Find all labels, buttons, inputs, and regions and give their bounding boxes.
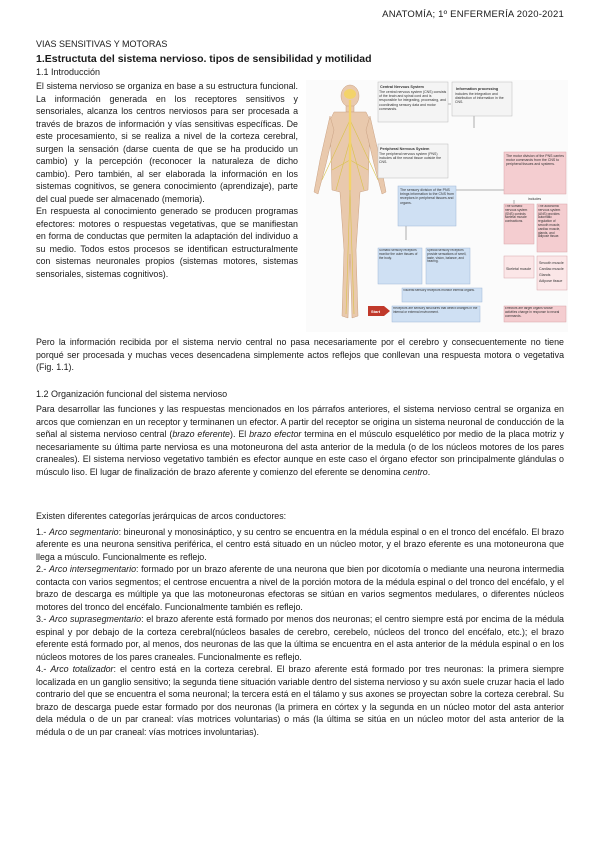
org-term-afferent: brazo eferente <box>172 429 230 439</box>
start-label: Start <box>371 309 381 314</box>
somatic-ns-text: The somatic nervous system (SNS) controls skeletal muscle contractions. <box>505 205 528 224</box>
page-header: ANATOMÍA; 1º ENFERMERÍA 2020-2021 <box>382 9 564 20</box>
main-title: 1.Estructuta del sistema nervioso. tipos de sensibilidad y motilidad <box>36 53 372 65</box>
arc-item <box>36 563 564 613</box>
pns-text: The peripheral nervous system (PNS) includes all the neural tissue outside the CNS. <box>379 152 442 165</box>
heading-1-2: 1.2 Organización funcional del sistema nervioso <box>36 389 228 399</box>
org-text-b: ). El <box>230 429 250 439</box>
nervous-system-figure <box>306 80 568 332</box>
arc-term: Arco suprasegmentario <box>49 614 142 624</box>
somatic-receptors-text: Somatic sensory receptors monitor the outer tissues of the body. <box>379 249 418 260</box>
org-text-c: termina en el músculo esquelético por medio de la placa motriz y necesariamente su última parte nerviosa es una motoneurona del asta anterior de la medula (o de los núcleos motores de los pares craneales). El sistema nervioso vegetativo también es efector aunque en este caso el órgano efector son principalmente glándulas o músculo liso. El lugar de finalización de brazo aferente y comienzo del eferente se denomina <box>36 429 564 477</box>
arc-number: 3.- <box>36 614 50 624</box>
arc-text: : el brazo aferente está formado por menos dos neuronas; el centro siempre está por encima de la médula espinal y por debajo de la corteza cerebral(núcleos basales de cerebro, cerebelo, núcleos del tronco del encéfalo, etc.); el brazo eferente está formado por, al menos, dos neuronas de las que la última se encuentra en el asta anterior de la médula espinal o en los núcleos motores de los pares craneales. Funcionalmente es reflejo. <box>36 614 564 662</box>
intro-column <box>36 80 298 280</box>
organization-paragraph <box>36 403 564 478</box>
arc-item <box>36 613 564 663</box>
section-title: VIAS SENSITIVAS Y MOTORAS <box>36 39 168 49</box>
arc-term: Arco totalizador <box>50 664 114 674</box>
intro-paragraph-2: En respuesta al conocimiento generado se producen programas efectores: motores o respuestas vegetativas, que se manifiestan en forma de conductas que permiten la adaptación del individuo a su medio. Todos estos procesos se identifican estructuralmente con sistemas neuronales propios (sistemas motores, sistemas sensoriales, sistemas cognitivos). <box>36 206 298 279</box>
arc-number: 1.- <box>36 526 49 537</box>
ans-target-1: Smooth muscle <box>539 261 564 265</box>
effectors-note: Effectors are target organs whose activities change in response to neural commands. <box>505 307 560 318</box>
sensory-division-text: The sensory division of the PNS brings information to the CNS from receptors in peripheral tissues and organs. <box>400 188 454 205</box>
receptors-note: Receptors are sensory structures that detect changes in the internal or external environment. <box>393 307 478 314</box>
arc-number: 4.- <box>36 664 51 674</box>
arc-text: : el centro está en la corteza cerebral. El brazo aferente está formado por tres neuronas: la primera siempre localizada en un ganglio sensitivo; la segunda tiene situación variable dentro del sistema nervioso y su axón suele cruzar hacia el lado contrario del que se encuentra el soma neuronal; la tercera está en el tálamo y sus axones se proyectan sobre la corteza cerebral. Su brazo de descarga puede estar formado por dos neuronas (la primera en córtex y la segunda en un núcleo motor del asta anterior dela médula o de un par craneal: vías motrices voluntarias) o más (la última se sitúa en un núcleo motor del asta anterior de la médula o de un par craneal: vías motrices involuntarias). <box>36 664 564 737</box>
intro-paragraph-1: El sistema nervioso se organiza en base a su estructura funcional. La información generada en los receptores sensitivos y sensoriales, alcanza los centros nerviosos para ser procesada a través de brazos de información y vías sensitivas específicas. De este procesamiento, si se realiza a nivel de la corteza cerebral, surgen la sensación (darse cuenta de que se ha producido un cambio) y la percepción (reconocer la naturaleza de dicho cambio). Pero también, al ser elaborada la información en los sistemas cognitivos, se genera conocimiento (aprendizaje), parte del cual puede ser almacenado (memoria). <box>36 81 298 204</box>
arcs-list <box>36 510 564 738</box>
org-term-center: centro <box>403 466 428 477</box>
arc-text: : formado por un brazo aferente de una neurona que bien por dicotomía o mediante una neurona intermedia contacta con varios segmentos; el centrose encuentra a nivel de la porción motora de la médula espinal o del tronco del encéfalo, y el brazo de descarga es múltiple ya que las motoneuronas efectoras se sitúan en varios segmentos medulares, o diferentes núcleos motores del tronco del encéfalo. Funcionalmente también es reflejo. <box>36 564 564 612</box>
org-text-a: Para desarrollar las funciones y las respuestas mencionados en los párrafos anteriores, el sistema nervioso central se organiza en arcos que comienzan en un receptor y terminanen un efector. A partir del receptor se origina un sistema neuronal de conducción de la señal al sistema nervioso central ( <box>36 404 564 439</box>
ans-target-3: Glands <box>539 273 551 277</box>
arc-number: 2.- <box>36 564 50 574</box>
ans-target-2: Cardiac muscle <box>539 267 564 271</box>
info-title: Information processing <box>456 87 499 91</box>
skeletal-muscle-label: Skeletal muscle <box>506 267 532 271</box>
pns-title: Peripheral Nervous System <box>380 147 430 151</box>
info-text: includes the integration and distribution of information in the CNS. <box>455 92 504 105</box>
org-text-d: . <box>427 466 431 477</box>
cns-text: The central nervous system (CNS) consists of the brain and spinal cord and is responsible for integrating, processing, and coordinating sensory data and motor commands. <box>379 90 447 111</box>
intro-paragraph-3-block <box>36 336 564 374</box>
arc-item <box>36 663 564 738</box>
special-receptors-text: Special sensory receptors provide sensations of smell, taste, vision, balance, and hearing. <box>427 249 467 264</box>
includes-label: includes <box>528 197 542 201</box>
arc-term: Arco segmentario <box>48 526 119 537</box>
org-term-effector: brazo efector <box>249 429 302 439</box>
motor-division-text: The motor division of the PNS carries motor commands from the CNS to peripheral tissues and systems. <box>506 154 564 167</box>
heading-1-1: 1.1 Introducción <box>36 67 101 77</box>
arc-text: : bineuronal y monosináptico, y su centro se encuentra en la médula espinal o en el tronco del encéfalo. El brazo aferente es una neurona sensitiva periférica, el centro está situado en un núcleo motor, y el brazo eferente es una motoneurona que llega a músculo. Funcionalmente es reflejo. <box>36 526 564 562</box>
organization-text <box>36 403 564 478</box>
cns-title: Central Nervous System <box>380 85 424 89</box>
arc-term: Arco intersegmentario <box>49 564 137 574</box>
arcs-intro: Existen diferentes categorías jerárquicas de arcos conductores: <box>36 511 287 521</box>
intro-paragraph-3: Pero la información recibida por el sistema nervio central no pasa necesariamente por el cerebro y consecuentemente no tiene porqué ser procesada y muchas veces desencadena simplemente actos reflejos que conllevan una respuesta motora o vegetativa (Fig. 1.1). <box>36 337 564 372</box>
figure-svg <box>306 80 568 332</box>
ans-target-4: Adipose tissue <box>539 279 563 283</box>
arc-item <box>36 526 564 564</box>
visceral-receptors-text: Visceral sensory receptors monitor internal organs. <box>403 289 475 292</box>
autonomic-ns-text: The autonomic nervous system (ANS) provides automatic regulation of smooth muscle, cardiac muscle, glands, and adipose tissue. <box>538 205 561 239</box>
